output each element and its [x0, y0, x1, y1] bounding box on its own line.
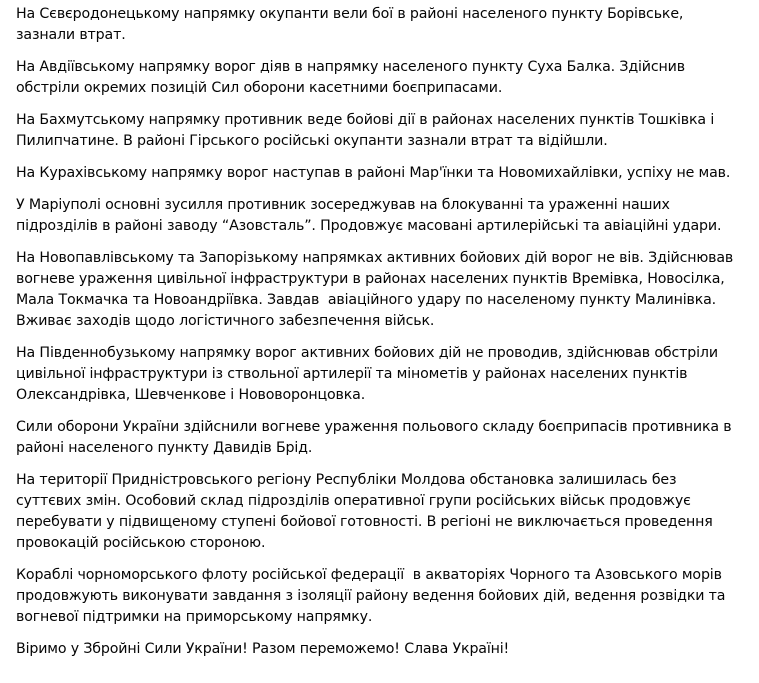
paragraph-closing-slogan: Віримо у Збройні Сили України! Разом переможемо! Слава Україні! — [16, 641, 510, 657]
paragraph-kurakhove: На Курахівському напрямку ворог наступав в районі Мар'їнки та Новомихайлівки, успіху не мав. — [16, 165, 731, 181]
paragraph-black-sea-fleet: Кораблі чорноморського флоту російської федерації в акваторіях Чорного та Азовського морів продовжують виконувати завдання з ізоляції району ведення бойових дій, ведення розвідки та вогневої підтримки на приморському напрямку. — [16, 567, 730, 625]
paragraph-transnistria: На території Придністровського регіону Республіки Молдова обстановка залишилась без суттєвих змін. Особовий склад підрозділів оперативної групи російських військ продовжує перебувати у підвищеному ступені бойової готовності. В регіоні не виключається проведення провокацій російською стороною. — [16, 472, 718, 551]
paragraph-mariupol: У Маріуполі основні зусилля противник зосереджував на блокуванні та ураженні наших підрозділів в районі заводу “Азовсталь”. Продовжує масовані артилерійські та авіаційні удари. — [16, 197, 722, 234]
paragraph-novopavlivka-zaporizhzhia: На Новопавлівському та Запорізькому напрямках активних бойових дій ворог не вів. Здійснював вогневе ураження цивільної інфраструктури в районах населених пунктів Времівка, Новосілка, Мала Токмачка та Новоандріївка. Завдав авіаційного удару по населеному пункту Малинівка. Вживає заходів щодо логістичного забезпечення військ. — [16, 250, 738, 329]
paragraph-bakhmut: На Бахмутському напрямку противник веде бойові дії в районах населених пунктів Тошківка і Пилипчатине. В районі Гірського російські окупанти зазнали втрат та відійшли. — [16, 112, 719, 149]
paragraph-severodonetsk: На Сєвєродонецькому напрямку окупанти вели бої в районі населеного пункту Борівське, зазнали втрат. — [16, 6, 688, 43]
paragraph-pivdennobuzky: На Південнобузькому напрямку ворог активних бойових дій не проводив, здійснював обстріли цивільної інфраструктури із ствольної артилерії та мінометів у районах населених пунктів Олександрівка, Шевченкове і Нововоронцовка. — [16, 345, 723, 403]
paragraph-avdiivka: На Авдіївському напрямку ворог діяв в напрямку населеного пункту Суха Балка. Здійснив обстріли окремих позицій Сил оборони касетними боєприпасами. — [16, 59, 690, 96]
paragraph-defense-forces-strike: Сили оборони України здійснили вогневе ураження польового складу боєприпасів противника в районі населеного пункту Давидів Брід. — [16, 419, 736, 456]
